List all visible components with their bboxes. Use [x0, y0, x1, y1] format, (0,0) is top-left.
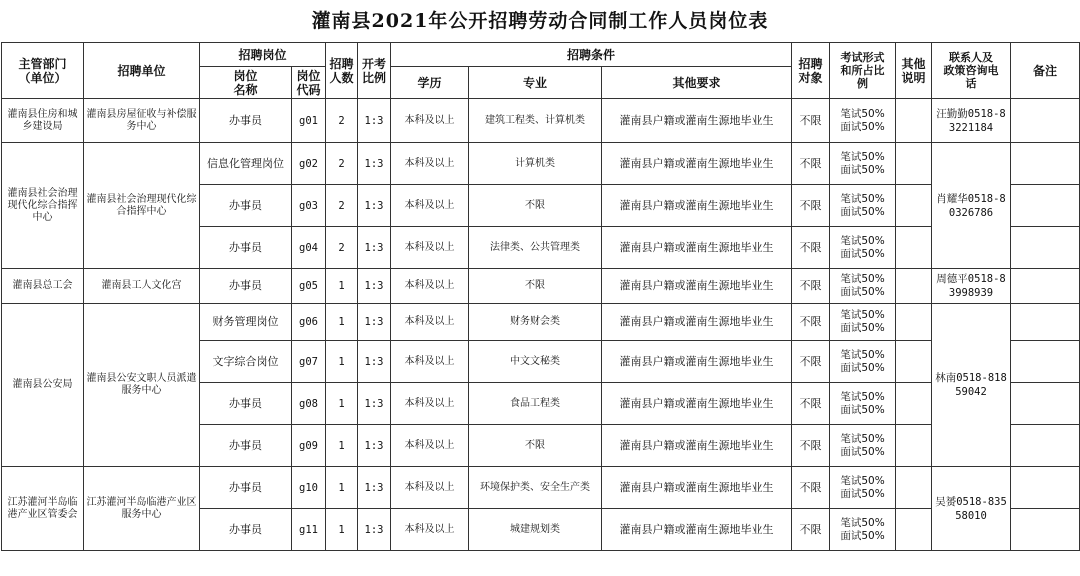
other-note-cell	[896, 143, 932, 185]
exam-cell: 笔试50% 面试50%	[830, 227, 896, 269]
header-target: 招聘 对象	[792, 43, 830, 99]
count-cell: 1	[326, 383, 358, 425]
unit-cell: 灌南县房屋征收与补偿服务中心	[84, 99, 200, 143]
ratio-cell: 1:3	[358, 99, 391, 143]
position-code-cell: g05	[292, 269, 326, 304]
remarks-cell	[1011, 509, 1080, 551]
header-count: 招聘 人数	[326, 43, 358, 99]
table-body	[2, 99, 1080, 551]
position-code-cell: g09	[292, 425, 326, 467]
other-note-cell	[896, 425, 932, 467]
major-cell: 环境保护类、安全生产类	[469, 467, 602, 509]
target-cell: 不限	[792, 269, 830, 304]
exam-cell: 笔试50% 面试50%	[830, 383, 896, 425]
exam-cell: 笔试50% 面试50%	[830, 425, 896, 467]
exam-cell: 笔试50% 面试50%	[830, 467, 896, 509]
table-row	[2, 467, 1080, 509]
other-requirements-cell: 灌南县户籍或灌南生源地毕业生	[602, 304, 792, 341]
remarks-cell	[1011, 99, 1080, 143]
header-exam: 考试形式 和所占比 例	[830, 43, 896, 99]
other-note-cell	[896, 341, 932, 383]
target-cell: 不限	[792, 509, 830, 551]
education-cell: 本科及以上	[391, 185, 469, 227]
position-code-cell: g08	[292, 383, 326, 425]
education-cell: 本科及以上	[391, 143, 469, 185]
header-unit: 招聘单位	[84, 43, 200, 99]
position-name-cell: 办事员	[200, 227, 292, 269]
target-cell: 不限	[792, 185, 830, 227]
remarks-cell	[1011, 425, 1080, 467]
other-requirements-cell: 灌南县户籍或灌南生源地毕业生	[602, 99, 792, 143]
exam-cell: 笔试50% 面试50%	[830, 509, 896, 551]
contact-cell: 吴赟0518-83558010	[932, 467, 1011, 551]
header-conditions-group: 招聘条件	[391, 43, 792, 67]
other-note-cell	[896, 509, 932, 551]
unit-cell: 江苏灌河半岛临港产业区服务中心	[84, 467, 200, 551]
other-requirements-cell: 灌南县户籍或灌南生源地毕业生	[602, 269, 792, 304]
major-cell: 城建规划类	[469, 509, 602, 551]
other-requirements-cell: 灌南县户籍或灌南生源地毕业生	[602, 143, 792, 185]
ratio-cell: 1:3	[358, 383, 391, 425]
ratio-cell: 1:3	[358, 304, 391, 341]
target-cell: 不限	[792, 143, 830, 185]
major-cell: 不限	[469, 269, 602, 304]
contact-cell: 肖耀华0518-80326786	[932, 143, 1011, 269]
ratio-cell: 1:3	[358, 227, 391, 269]
position-name-cell: 办事员	[200, 383, 292, 425]
header-department: 主管部门 （单位）	[2, 43, 84, 99]
position-name-cell: 办事员	[200, 269, 292, 304]
target-cell: 不限	[792, 99, 830, 143]
ratio-cell: 1:3	[358, 269, 391, 304]
other-note-cell	[896, 304, 932, 341]
unit-cell: 灌南县社会治理现代化综合指挥中心	[84, 143, 200, 269]
ratio-cell: 1:3	[358, 467, 391, 509]
contact-cell: 汪勤勤0518-83221184	[932, 99, 1011, 143]
page-title: 灌南县2021年公开招聘劳动合同制工作人员岗位表	[311, 10, 769, 32]
other-note-cell	[896, 99, 932, 143]
education-cell: 本科及以上	[391, 383, 469, 425]
education-cell: 本科及以上	[391, 341, 469, 383]
education-cell: 本科及以上	[391, 227, 469, 269]
remarks-cell	[1011, 304, 1080, 341]
other-requirements-cell: 灌南县户籍或灌南生源地毕业生	[602, 509, 792, 551]
header-position-name: 岗位 名称	[200, 67, 292, 99]
remarks-cell	[1011, 467, 1080, 509]
remarks-cell	[1011, 143, 1080, 185]
exam-cell: 笔试50% 面试50%	[830, 269, 896, 304]
header-position-group: 招聘岗位	[200, 43, 326, 67]
count-cell: 1	[326, 269, 358, 304]
position-name-cell: 办事员	[200, 425, 292, 467]
header-remarks: 备注	[1011, 43, 1080, 99]
other-requirements-cell: 灌南县户籍或灌南生源地毕业生	[602, 185, 792, 227]
major-cell: 财务财会类	[469, 304, 602, 341]
position-code-cell: g07	[292, 341, 326, 383]
count-cell: 2	[326, 99, 358, 143]
target-cell: 不限	[792, 304, 830, 341]
other-requirements-cell: 灌南县户籍或灌南生源地毕业生	[602, 425, 792, 467]
ratio-cell: 1:3	[358, 185, 391, 227]
position-name-cell: 信息化管理岗位	[200, 143, 292, 185]
positions-table	[1, 42, 1080, 551]
header-other: 其他要求	[602, 67, 792, 99]
department-cell: 灌南县社会治理现代化综合指挥中心	[2, 143, 84, 269]
education-cell: 本科及以上	[391, 509, 469, 551]
position-name-cell: 财务管理岗位	[200, 304, 292, 341]
table-row	[2, 99, 1080, 143]
major-cell: 法律类、公共管理类	[469, 227, 602, 269]
count-cell: 2	[326, 185, 358, 227]
position-code-cell: g10	[292, 467, 326, 509]
target-cell: 不限	[792, 425, 830, 467]
education-cell: 本科及以上	[391, 269, 469, 304]
major-cell: 不限	[469, 185, 602, 227]
exam-cell: 笔试50% 面试50%	[830, 341, 896, 383]
table-row	[2, 304, 1080, 341]
target-cell: 不限	[792, 467, 830, 509]
count-cell: 1	[326, 425, 358, 467]
count-cell: 1	[326, 509, 358, 551]
other-note-cell	[896, 269, 932, 304]
header-contact: 联系人及 政策咨询电 话	[932, 43, 1011, 99]
major-cell: 计算机类	[469, 143, 602, 185]
ratio-cell: 1:3	[358, 341, 391, 383]
exam-cell: 笔试50% 面试50%	[830, 185, 896, 227]
education-cell: 本科及以上	[391, 467, 469, 509]
count-cell: 2	[326, 227, 358, 269]
other-requirements-cell: 灌南县户籍或灌南生源地毕业生	[602, 341, 792, 383]
target-cell: 不限	[792, 227, 830, 269]
other-note-cell	[896, 185, 932, 227]
department-cell: 灌南县住房和城乡建设局	[2, 99, 84, 143]
remarks-cell	[1011, 227, 1080, 269]
header-major: 专业	[469, 67, 602, 99]
contact-cell: 周德平0518-83998939	[932, 269, 1011, 304]
target-cell: 不限	[792, 383, 830, 425]
major-cell: 中文文秘类	[469, 341, 602, 383]
position-name-cell: 文字综合岗位	[200, 341, 292, 383]
count-cell: 1	[326, 304, 358, 341]
exam-cell: 笔试50% 面试50%	[830, 99, 896, 143]
exam-cell: 笔试50% 面试50%	[830, 304, 896, 341]
education-cell: 本科及以上	[391, 99, 469, 143]
position-name-cell: 办事员	[200, 509, 292, 551]
table-row	[2, 143, 1080, 185]
contact-cell: 林南0518-81859042	[932, 304, 1011, 467]
header-other-note: 其他 说明	[896, 43, 932, 99]
position-code-cell: g02	[292, 143, 326, 185]
remarks-cell	[1011, 383, 1080, 425]
ratio-cell: 1:3	[358, 143, 391, 185]
remarks-cell	[1011, 269, 1080, 304]
major-cell: 食品工程类	[469, 383, 602, 425]
other-requirements-cell: 灌南县户籍或灌南生源地毕业生	[602, 383, 792, 425]
position-code-cell: g11	[292, 509, 326, 551]
exam-cell: 笔试50% 面试50%	[830, 143, 896, 185]
count-cell: 1	[326, 467, 358, 509]
remarks-cell	[1011, 341, 1080, 383]
position-code-cell: g01	[292, 99, 326, 143]
ratio-cell: 1:3	[358, 509, 391, 551]
other-requirements-cell: 灌南县户籍或灌南生源地毕业生	[602, 227, 792, 269]
department-cell: 灌南县总工会	[2, 269, 84, 304]
count-cell: 1	[326, 341, 358, 383]
header-row-1	[2, 43, 1080, 67]
position-code-cell: g06	[292, 304, 326, 341]
major-cell: 建筑工程类、计算机类	[469, 99, 602, 143]
target-cell: 不限	[792, 341, 830, 383]
major-cell: 不限	[469, 425, 602, 467]
position-name-cell: 办事员	[200, 185, 292, 227]
position-name-cell: 办事员	[200, 99, 292, 143]
other-requirements-cell: 灌南县户籍或灌南生源地毕业生	[602, 467, 792, 509]
position-code-cell: g03	[292, 185, 326, 227]
department-cell: 江苏灌河半岛临港产业区管委会	[2, 467, 84, 551]
education-cell: 本科及以上	[391, 425, 469, 467]
unit-cell: 灌南县公安文职人员派遣服务中心	[84, 304, 200, 467]
table-row	[2, 269, 1080, 304]
ratio-cell: 1:3	[358, 425, 391, 467]
other-note-cell	[896, 227, 932, 269]
header-education: 学历	[391, 67, 469, 99]
unit-cell: 灌南县工人文化宫	[84, 269, 200, 304]
remarks-cell	[1011, 185, 1080, 227]
header-ratio: 开考 比例	[358, 43, 391, 99]
other-note-cell	[896, 467, 932, 509]
count-cell: 2	[326, 143, 358, 185]
other-note-cell	[896, 383, 932, 425]
education-cell: 本科及以上	[391, 304, 469, 341]
position-name-cell: 办事员	[200, 467, 292, 509]
header-position-code: 岗位 代码	[292, 67, 326, 99]
position-code-cell: g04	[292, 227, 326, 269]
department-cell: 灌南县公安局	[2, 304, 84, 467]
